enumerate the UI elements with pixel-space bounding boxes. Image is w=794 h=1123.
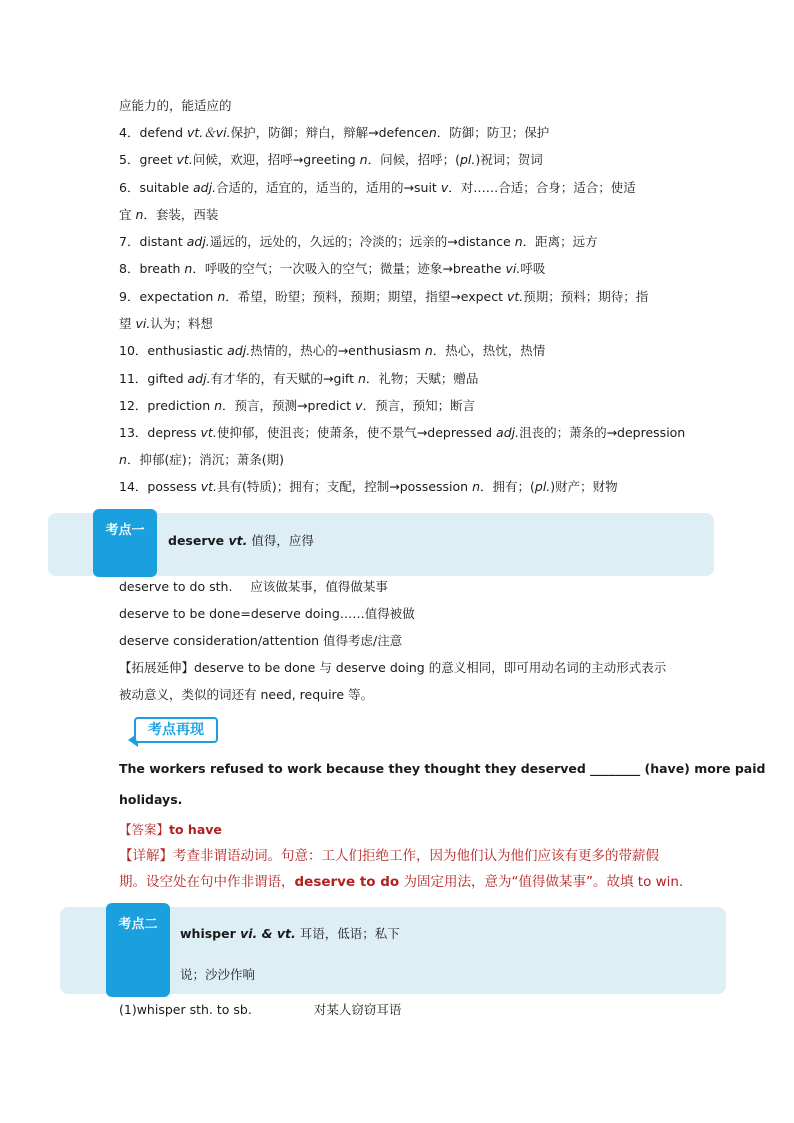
vocab-line-10: 10．enthusiastic adj.热情的，热心的→enthusiasm n．热心，热忱，热情: [119, 343, 546, 358]
vocab-line-5: 5．greet vt.问候，欢迎，招呼→greeting n．问候，招呼；(pl.)祝词；贺词: [119, 152, 543, 167]
vocab-line-14: 14．possess vt.具有(特质)；拥有；支配，控制→possession n．拥有；(pl.)财产；财物: [119, 479, 618, 494]
point2-heading-cont: 说；沙沙作响: [180, 967, 256, 982]
point2-heading: whisper vi. & vt. 耳语，低语；私下: [180, 926, 400, 941]
vocab-line-6: 6．suitable adj.合适的，适宜的，适当的，适用的→suit v．对……合适；合身；适合；使适: [119, 180, 636, 195]
point2-tab: 考点二: [106, 903, 170, 997]
point1-extension-1: 【拓展延伸】deserve to be done 与 deserve doing 的意义相同，即可用动名词的主动形式表示: [119, 660, 667, 675]
vocab-line-9-cont: 望 vi.认为；料想: [119, 316, 213, 331]
exercise-question: The workers refused to work because they thought they deserved ________ (have) more paid: [119, 761, 766, 776]
vocab-line-6-cont: 宜 n．套装，西装: [119, 207, 219, 222]
point1-usage-3: deserve consideration/attention 值得考虑/注意: [119, 633, 403, 648]
vocab-line-13-cont: n．抑郁(症)；消沉；萧条(期): [119, 452, 284, 467]
point1-usage-2: deserve to be done=deserve doing……值得被做: [119, 606, 415, 621]
vocab-line-13: 13．depress vt.使抑郁，使沮丧；使萧条，使不景气→depressed adj.沮丧的；萧条的→depression: [119, 425, 686, 440]
point2-usage-1: (1)whisper sth. to sb. 对某人窃窃耳语: [119, 1002, 402, 1017]
exercise-question-cont: holidays.: [119, 792, 183, 807]
vocab-line-4: 4．defend vt.＆vi.保护，防御；辩白，辩解→defencen．防御；防卫；保护: [119, 125, 550, 140]
detail-line-2: 期。设空处在句中作非谓语，deserve to do 为固定用法，意为“值得做某事”。故填 to win.: [119, 874, 684, 890]
point1-heading: deserve vt. 值得，应得: [168, 533, 314, 548]
review-badge-label: 考点再现: [134, 717, 218, 743]
point1-tab: 考点一: [93, 509, 157, 577]
answer-line: 【答案】to have: [119, 822, 222, 837]
vocab-line-11: 11．gifted adj.有才华的，有天赋的→gift n．礼物；天赋；赠品: [119, 371, 479, 386]
vocab-line-0: 应能力的，能适应的: [119, 98, 232, 113]
point1-usage-1: deserve to do sth. 应该做某事，值得做某事: [119, 579, 388, 594]
vocab-line-7: 7．distant adj.遥远的，远处的，久远的；冷淡的；远亲的→distance n．距离；远方: [119, 234, 598, 249]
review-badge: [128, 715, 216, 743]
vocab-line-12: 12．prediction n．预言，预测→predict v．预言，预知；断言: [119, 398, 476, 413]
vocab-line-8: 8．breath n．呼吸的空气；一次吸入的空气；微量；迹象→breathe vi.呼吸: [119, 261, 546, 276]
detail-line-1: 【详解】考查非谓语动词。句意：工人们拒绝工作，因为他们认为他们应该有更多的带薪假: [119, 848, 659, 864]
vocab-line-9: 9．expectation n．希望，盼望；预料，预期；期望，指望→expect vt.预期；预料；期待；指: [119, 289, 649, 304]
point1-extension-2: 被动意义，类似的词还有 need, require 等。: [119, 687, 374, 702]
